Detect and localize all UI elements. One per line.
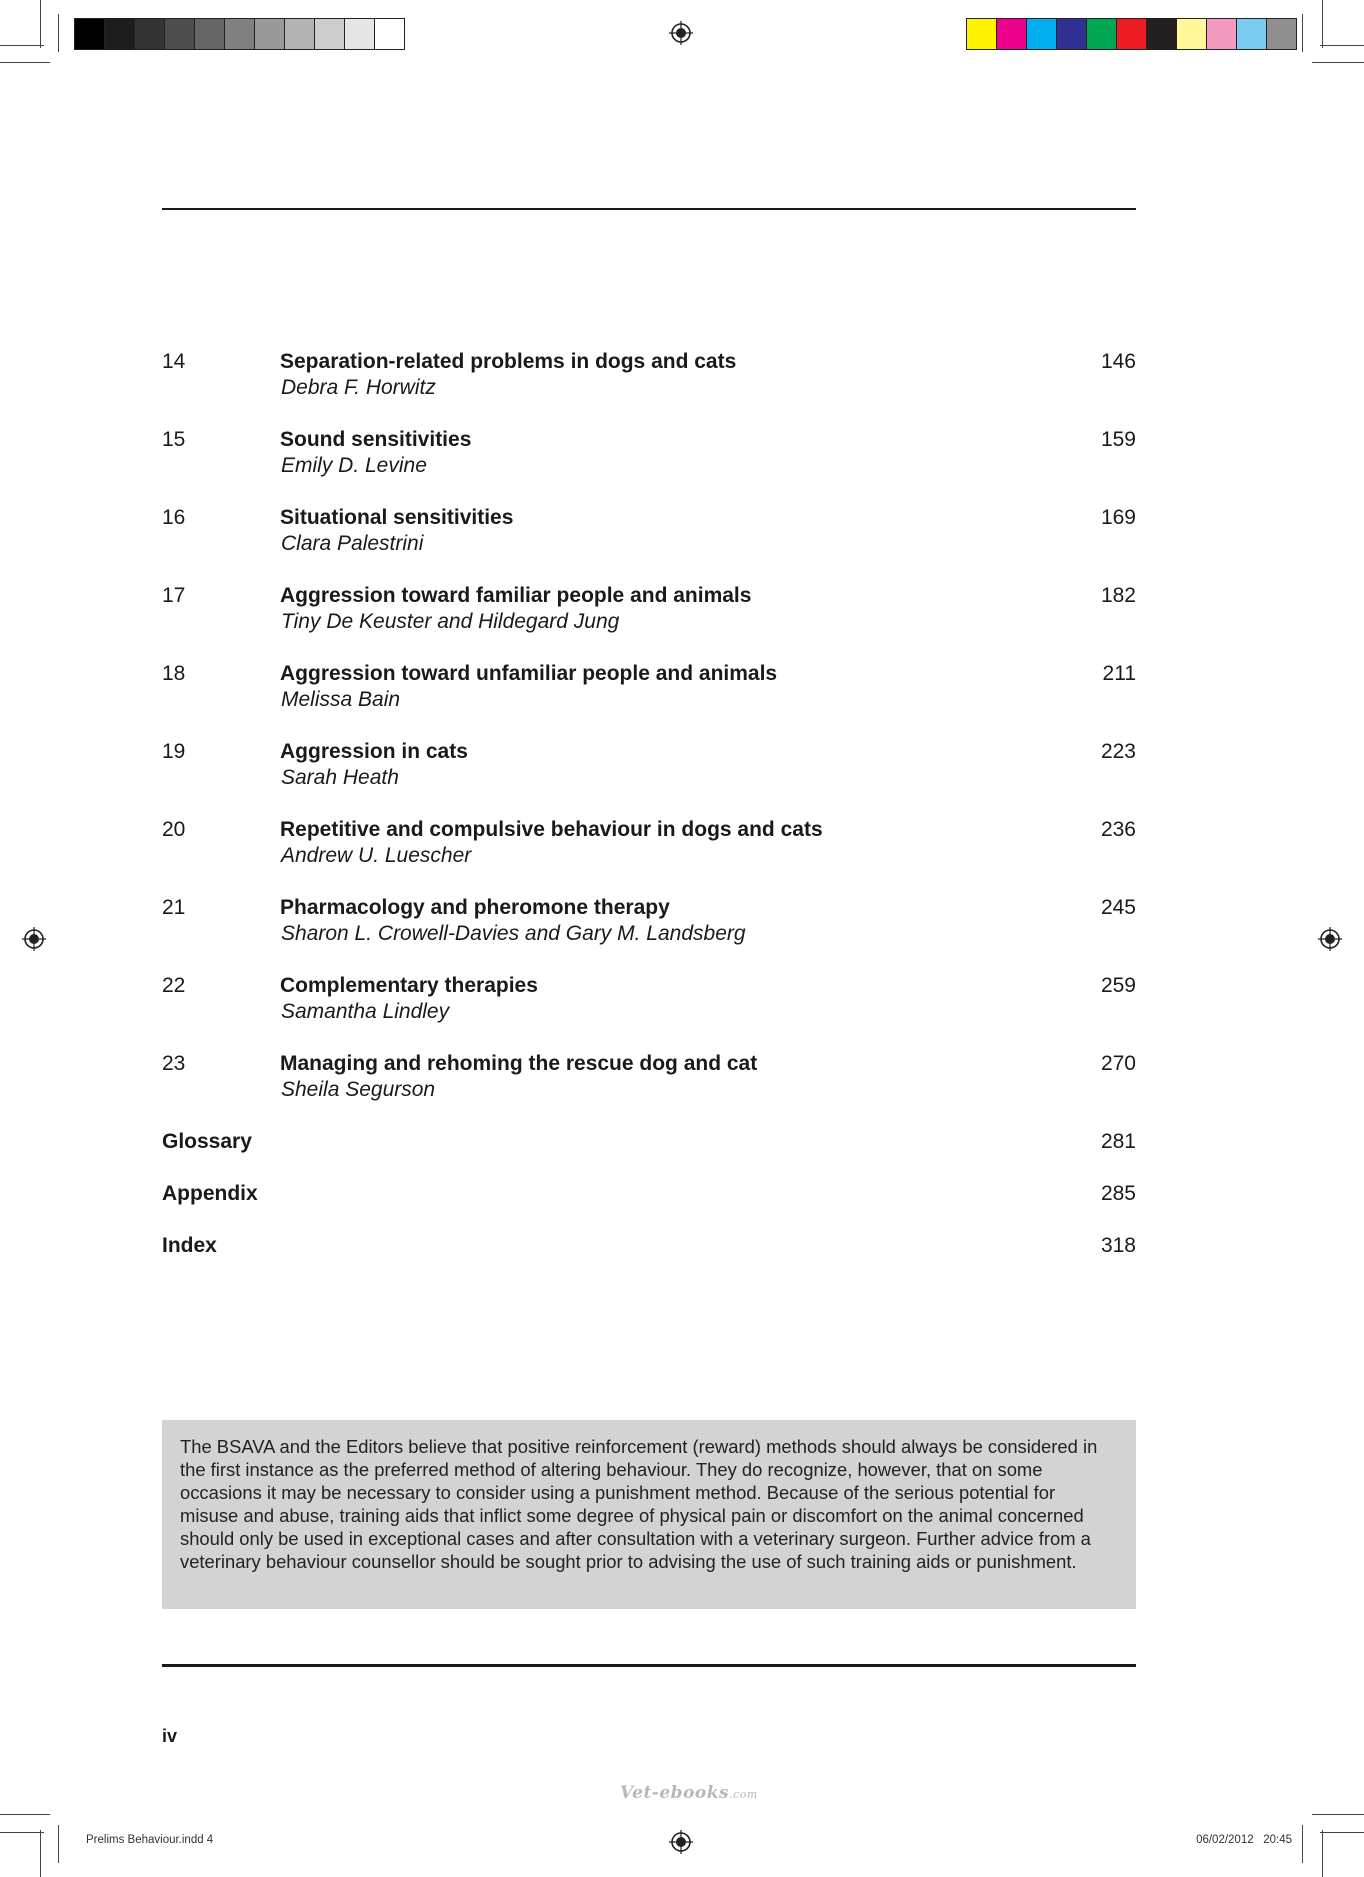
chapter-author: Sheila Segurson [281, 1078, 436, 1101]
chapter-title: Separation-related problems in dogs and cats [280, 350, 737, 373]
chapter-page: 223 [1100, 740, 1136, 763]
crop-mark [0, 1814, 50, 1815]
toc-back-matter-entry [162, 1130, 1136, 1182]
header-rule [162, 208, 1136, 210]
chapter-number: 19 [162, 740, 186, 763]
index-label: Index [162, 1234, 217, 1257]
slug-date: 06/02/2012 [1196, 1834, 1254, 1846]
chapter-author: Emily D. Levine [281, 454, 427, 477]
process-color-bar [966, 18, 1297, 50]
crop-mark [1320, 45, 1364, 46]
greyscale-color-bar [74, 18, 405, 50]
crop-mark [1322, 1830, 1323, 1877]
chapter-number: 15 [162, 428, 186, 451]
registration-mark-icon [1318, 927, 1342, 951]
chapter-author: Debra F. Horwitz [281, 376, 436, 399]
index-page: 318 [1100, 1234, 1136, 1257]
crop-mark [40, 0, 41, 48]
color-swatch [1177, 19, 1207, 49]
appendix-page: 285 [1100, 1182, 1136, 1205]
crop-mark [58, 14, 59, 52]
disclaimer-text: The BSAVA and the Editors believe that positive reinforcement (reward) methods should always be considered in the first instance as the preferred method of altering behaviour. They do recognize, however, that on some occasions it may be necessary to consider using a punishment method. Because of the serious potential for misuse and abuse, training aids that inflict some degree of physical pain or discomfort on the animal concerned should only be used in exceptional cases and after consultation with a veterinary surgeon. Further advice from a veterinary behaviour counsellor should be sought prior to advising the use of such training aids or punishment. [180, 1436, 1098, 1573]
watermark [620, 1783, 758, 1803]
color-swatch [105, 19, 135, 49]
slug-file-name: Prelims Behaviour.indd 4 [86, 1834, 214, 1846]
chapter-page: 159 [1100, 428, 1136, 451]
registration-mark-icon [22, 927, 46, 951]
color-swatch [1117, 19, 1147, 49]
toc-entry [162, 584, 1136, 662]
glossary-page: 281 [1100, 1130, 1136, 1153]
chapter-number: 21 [162, 896, 186, 919]
chapter-title: Situational sensitivities [280, 506, 514, 529]
chapter-author: Andrew U. Luescher [281, 844, 472, 867]
toc-entry [162, 662, 1136, 740]
color-swatch [375, 19, 404, 49]
color-swatch [315, 19, 345, 49]
crop-mark [0, 62, 50, 63]
table-of-contents [162, 350, 1136, 1286]
chapter-page: 146 [1100, 350, 1136, 373]
color-swatch [967, 19, 997, 49]
chapter-page: 169 [1100, 506, 1136, 529]
chapter-page: 211 [1102, 662, 1136, 685]
toc-back-matter-entry [162, 1182, 1136, 1234]
color-swatch [1147, 19, 1177, 49]
chapter-page: 259 [1100, 974, 1136, 997]
chapter-title: Repetitive and compulsive behaviour in dogs and cats [280, 818, 823, 841]
slug-timestamp [1196, 1834, 1292, 1846]
chapter-title: Complementary therapies [280, 974, 538, 997]
toc-entry [162, 818, 1136, 896]
slug-time: 20:45 [1263, 1834, 1292, 1846]
toc-entry [162, 428, 1136, 506]
color-swatch [135, 19, 165, 49]
toc-entry [162, 740, 1136, 818]
color-swatch [345, 19, 375, 49]
chapter-title: Aggression toward unfamiliar people and animals [280, 662, 778, 685]
crop-mark [1322, 0, 1323, 48]
toc-entry [162, 506, 1136, 584]
toc-back-matter-entry [162, 1234, 1136, 1286]
color-swatch [1057, 19, 1087, 49]
color-swatch [255, 19, 285, 49]
chapter-number: 20 [162, 818, 186, 841]
toc-entry [162, 974, 1136, 1052]
watermark-text: Vet-ebooks [620, 1783, 730, 1803]
chapter-page: 236 [1100, 818, 1136, 841]
chapter-title: Aggression in cats [280, 740, 468, 763]
crop-mark [1302, 1825, 1303, 1863]
color-swatch [1237, 19, 1267, 49]
footer-rule [162, 1664, 1136, 1667]
chapter-number: 22 [162, 974, 186, 997]
color-swatch [1267, 19, 1296, 49]
appendix-label: Appendix [162, 1182, 258, 1205]
chapter-title: Managing and rehoming the rescue dog and cat [280, 1052, 758, 1075]
chapter-author: Tiny De Keuster and Hildegard Jung [281, 610, 620, 633]
color-swatch [1087, 19, 1117, 49]
crop-mark [0, 45, 44, 46]
chapter-page: 245 [1100, 896, 1136, 919]
chapter-author: Sarah Heath [281, 766, 399, 789]
chapter-author: Melissa Bain [281, 688, 401, 711]
chapter-number: 18 [162, 662, 186, 685]
crop-mark [1312, 62, 1364, 63]
glossary-label: Glossary [162, 1130, 252, 1153]
crop-mark [1302, 14, 1303, 52]
registration-mark-icon [669, 1830, 693, 1854]
chapter-number: 23 [162, 1052, 186, 1075]
crop-mark [58, 1825, 59, 1863]
color-swatch [285, 19, 315, 49]
toc-entry [162, 350, 1136, 428]
crop-mark [0, 1832, 44, 1833]
chapter-title: Aggression toward familiar people and animals [280, 584, 752, 607]
watermark-suffix: .com [729, 1788, 758, 1801]
chapter-number: 14 [162, 350, 186, 373]
chapter-title: Pharmacology and pheromone therapy [280, 896, 670, 919]
color-swatch [997, 19, 1027, 49]
toc-entry [162, 896, 1136, 974]
color-swatch [165, 19, 195, 49]
chapter-number: 16 [162, 506, 186, 529]
chapter-page: 270 [1100, 1052, 1136, 1075]
chapter-author: Clara Palestrini [281, 532, 424, 555]
punishment-disclaimer-box [162, 1420, 1136, 1609]
registration-mark-icon [669, 21, 693, 45]
crop-mark [1312, 1814, 1364, 1815]
color-swatch [75, 19, 105, 49]
color-swatch [195, 19, 225, 49]
page-number: iv [162, 1726, 178, 1746]
color-swatch [1207, 19, 1237, 49]
crop-mark [40, 1830, 41, 1877]
color-swatch [225, 19, 255, 49]
color-swatch [1027, 19, 1057, 49]
chapter-number: 17 [162, 584, 186, 607]
toc-entry [162, 1052, 1136, 1130]
crop-mark [1320, 1832, 1364, 1833]
chapter-author: Samantha Lindley [281, 1000, 450, 1023]
chapter-page: 182 [1100, 584, 1136, 607]
chapter-title: Sound sensitivities [280, 428, 472, 451]
chapter-author: Sharon L. Crowell-Davies and Gary M. Landsberg [281, 922, 746, 945]
